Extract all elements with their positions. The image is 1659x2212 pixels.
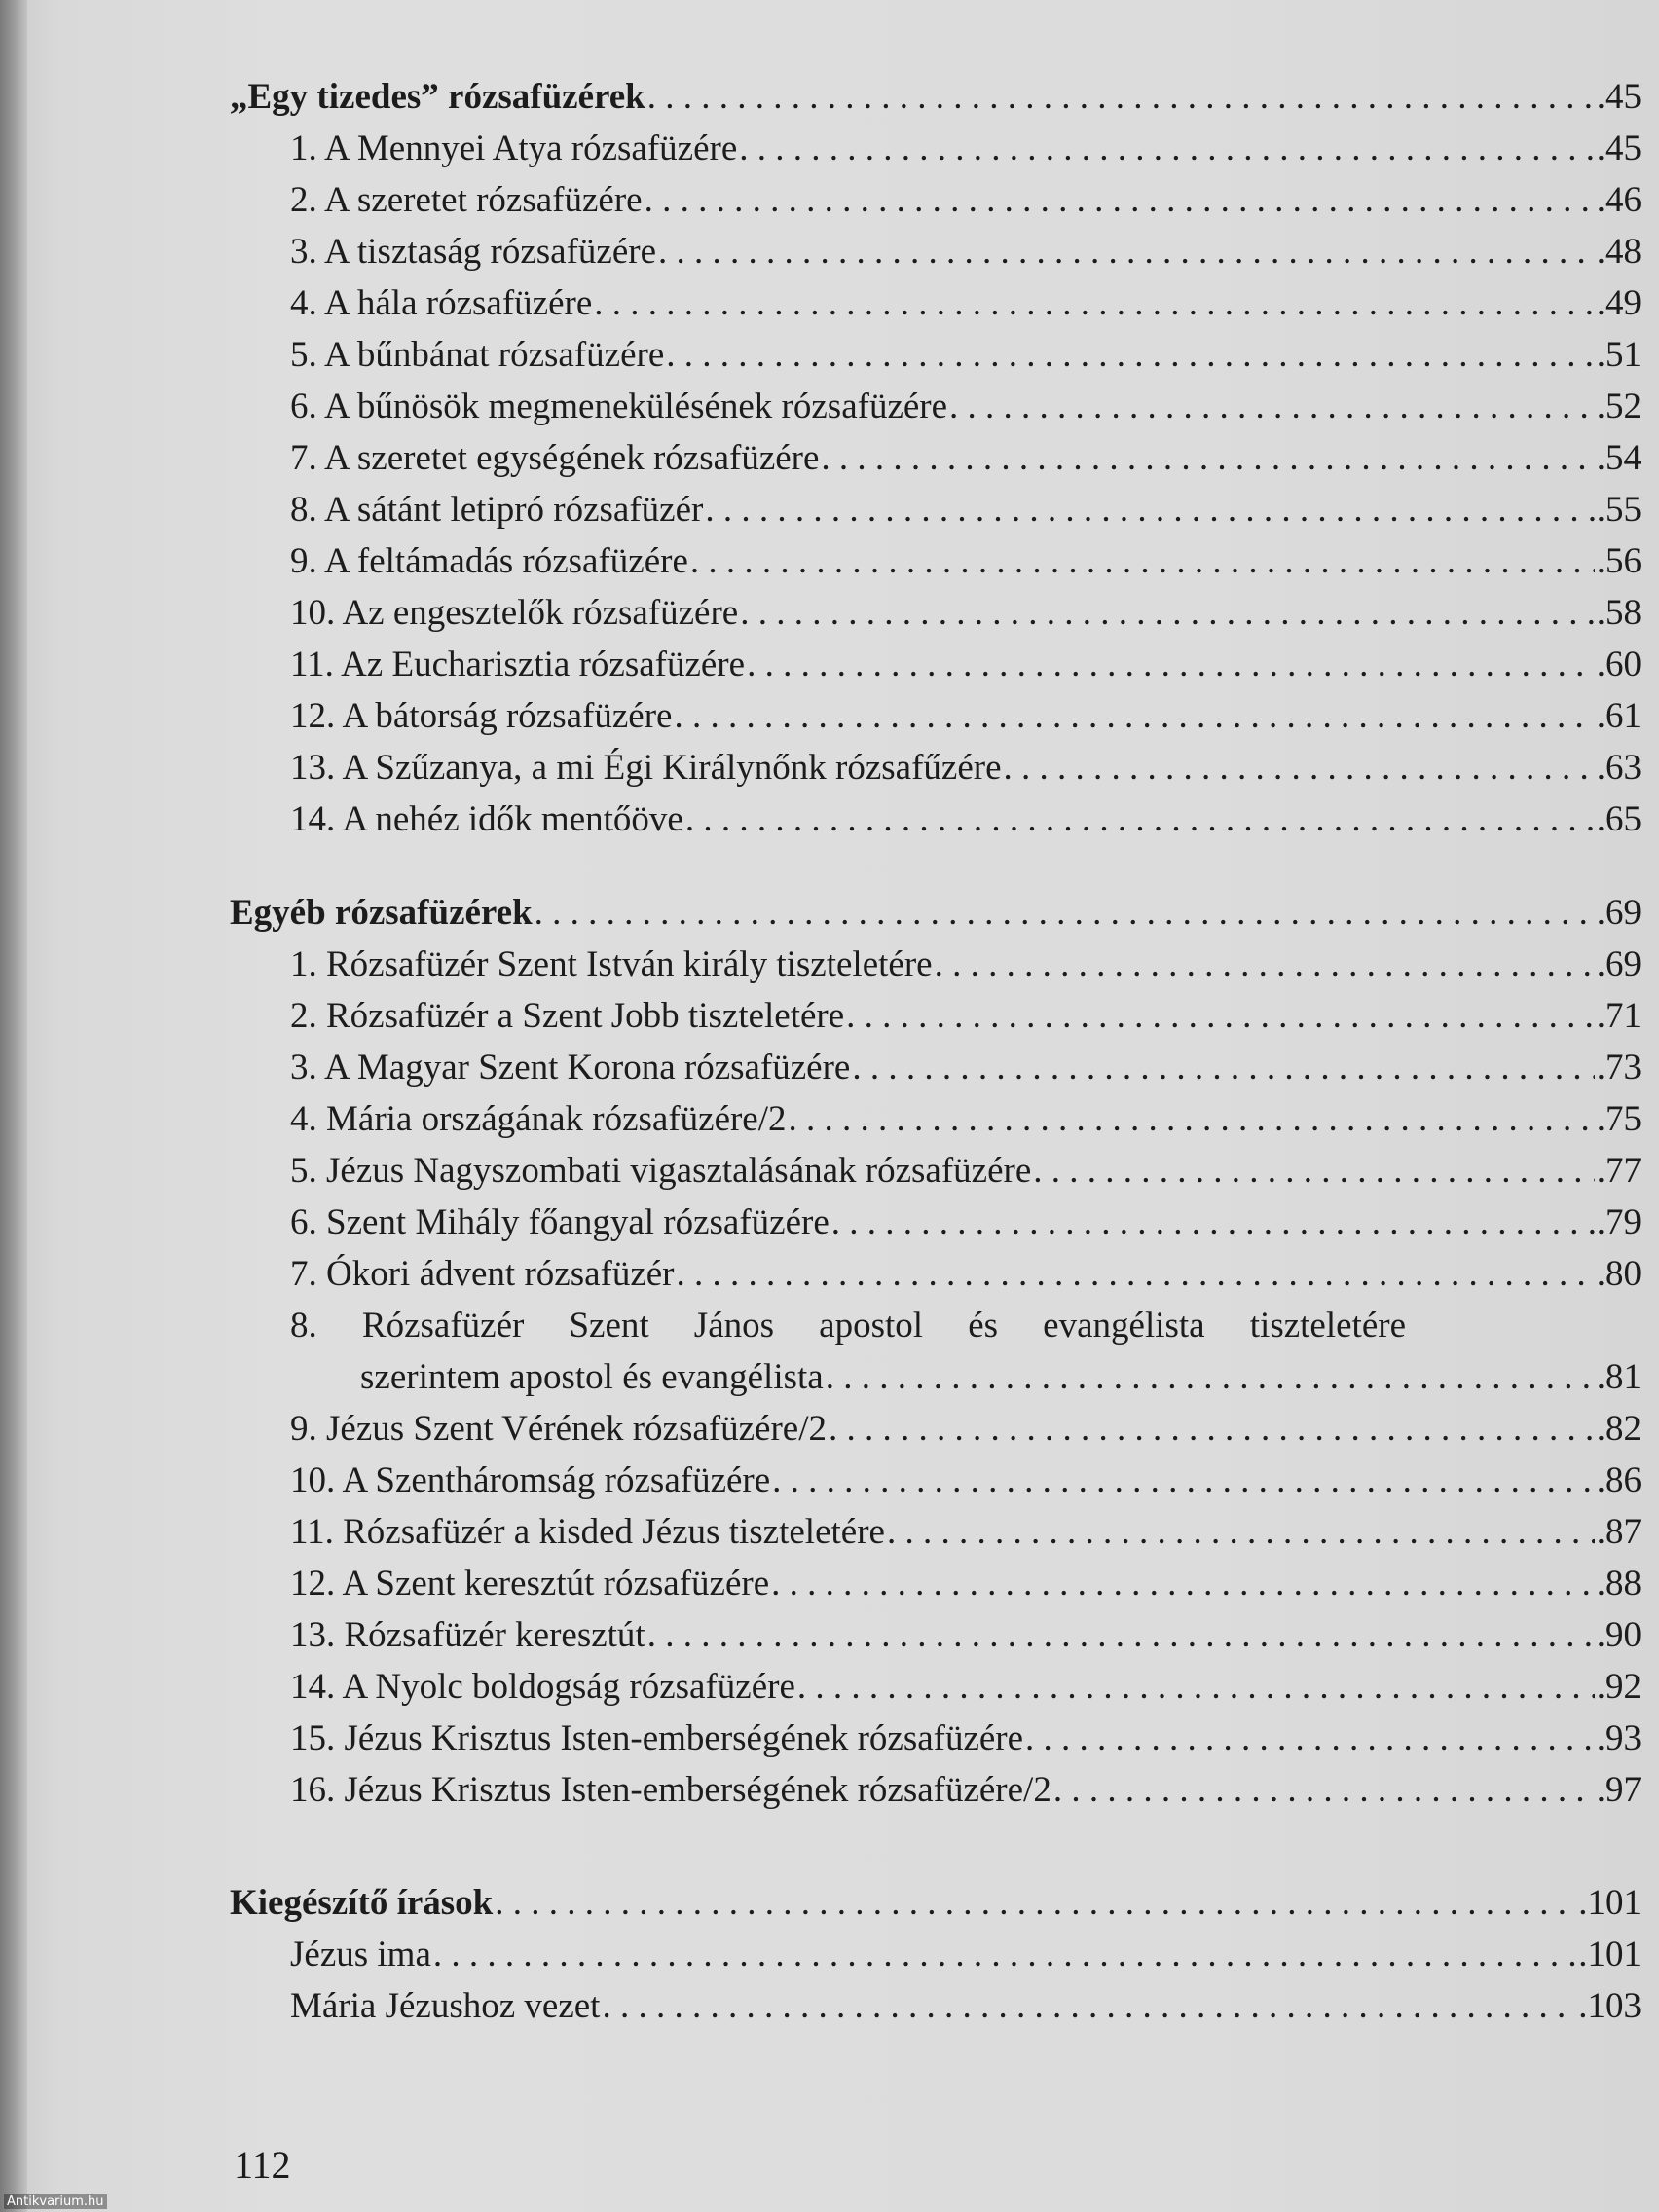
entry-title: 7. Ókori ádvent rózsafüzér — [290, 1254, 675, 1294]
dot-leader — [433, 1931, 1576, 1979]
toc-entry — [290, 1931, 1641, 1979]
entry-title: 9. A feltámadás rózsafüzére — [290, 541, 688, 581]
entry-page-number: .45 — [1596, 129, 1641, 168]
entry-page-number: .88 — [1596, 1564, 1641, 1604]
entry-title: 15. Jézus Krisztus Isten-emberségének rózsafüzére — [290, 1718, 1024, 1758]
entry-page-number: .55 — [1596, 490, 1641, 530]
entry-title: 6. A bűnösök megmenekülésének rózsafüzére — [290, 387, 948, 426]
entry-page-number: .60 — [1596, 645, 1641, 684]
entry-title: 10. A Szentháromság rózsafüzére — [290, 1460, 771, 1500]
dot-leader — [685, 795, 1595, 844]
toc-entry — [290, 940, 1641, 989]
entry-title-first-line: 8. Rózsafüzér Szent János apostol és evangélista tiszteletére — [290, 1306, 1406, 1346]
entry-title: 14. A Nyolc boldogság rózsafüzére — [290, 1667, 795, 1707]
toc-entry — [290, 1982, 1641, 2031]
entry-page-number: .73 — [1596, 1048, 1641, 1088]
entry-page-number: .103 — [1578, 1986, 1641, 2026]
toc-entry — [290, 744, 1641, 793]
dot-leader — [705, 486, 1594, 535]
toc-entry — [290, 1714, 1641, 1763]
entry-page-number: .54 — [1596, 438, 1641, 478]
toc-entry — [290, 692, 1641, 741]
entry-page-number: .46 — [1596, 180, 1641, 220]
entry-page-number: .61 — [1596, 696, 1641, 736]
entry-page-number: .58 — [1596, 593, 1641, 633]
section-page-number: .69 — [1596, 893, 1641, 933]
toc-entry — [290, 1044, 1641, 1092]
toc-entry — [290, 383, 1641, 431]
page-number: 112 — [234, 2143, 291, 2187]
entry-page-number: .79 — [1596, 1202, 1641, 1242]
toc-entry — [290, 434, 1641, 483]
entry-title: Mária Jézushoz vezet — [290, 1986, 601, 2026]
entry-title: 6. Szent Mihály főangyal rózsafüzére — [290, 1202, 830, 1242]
entry-title: 11. Az Eucharisztia rózsafüzére — [290, 645, 746, 684]
entry-title: 14. A nehéz idők mentőöve — [290, 799, 683, 839]
entry-page-number: .80 — [1596, 1254, 1641, 1294]
entry-page-number: .97 — [1596, 1770, 1641, 1810]
entry-title: 11. Rózsafüzér a kisded Jézus tiszteletére — [290, 1512, 885, 1552]
dot-leader — [535, 889, 1595, 938]
entry-title-continuation: szerintem apostol és evangélista — [360, 1357, 824, 1397]
entry-page-number: .48 — [1596, 232, 1641, 272]
dot-leader — [1033, 1147, 1594, 1196]
toc-entry — [290, 331, 1641, 380]
dot-leader — [771, 1560, 1595, 1608]
toc-entry — [290, 589, 1641, 638]
dot-leader — [789, 1095, 1595, 1144]
toc-section-heading — [230, 1879, 1641, 1928]
dot-leader — [829, 1405, 1595, 1454]
entry-page-number: .52 — [1596, 387, 1641, 426]
entry-page-number: .82 — [1596, 1409, 1641, 1449]
entry-title: 10. Az engesztelők rózsafüzére — [290, 593, 739, 633]
entry-page-number: .90 — [1596, 1615, 1641, 1655]
dot-leader — [949, 383, 1595, 431]
section-title: Egyéb rózsafüzérek — [230, 893, 533, 933]
entry-title: 1. Rózsafüzér Szent István király tiszteletére — [290, 944, 933, 984]
dot-leader — [666, 331, 1595, 380]
dot-leader — [740, 589, 1595, 638]
dot-leader — [674, 692, 1594, 741]
entry-title: 2. Rózsafüzér a Szent Jobb tiszteletére — [290, 996, 845, 1036]
entry-title: 13. A Szűzanya, a mi Égi Királynőnk rózsafűzére — [290, 748, 1002, 788]
dot-leader — [935, 940, 1595, 989]
watermark: Antikvarium.hu — [4, 2194, 107, 2209]
dot-leader — [690, 537, 1595, 586]
dot-leader — [826, 1353, 1595, 1402]
toc-entry — [290, 1405, 1641, 1454]
entry-title: 12. A Szent keresztút rózsafüzére — [290, 1564, 770, 1604]
toc-entry — [290, 537, 1641, 586]
entry-page-number: .101 — [1578, 1935, 1641, 1974]
dot-leader — [747, 641, 1595, 689]
entry-page-number: .75 — [1596, 1099, 1641, 1139]
entry-title: 3. A Magyar Szent Korona rózsafüzére — [290, 1048, 851, 1088]
toc-entry — [290, 228, 1641, 276]
dot-leader — [647, 73, 1595, 122]
toc-entry — [290, 1147, 1641, 1196]
entry-title: 5. Jézus Nagyszombati vigasztalásának rózsafüzére — [290, 1151, 1032, 1191]
dot-leader — [797, 1663, 1595, 1712]
dot-leader — [821, 434, 1594, 483]
entry-page-number: .87 — [1596, 1512, 1641, 1552]
toc-entry — [290, 1095, 1641, 1144]
toc-entry — [290, 125, 1641, 173]
entry-title: 1. A Mennyei Atya rózsafüzére — [290, 129, 738, 168]
entry-title: 5. A bűnbánat rózsafüzére — [290, 335, 665, 375]
toc-entry — [290, 279, 1641, 328]
dot-leader — [852, 1044, 1594, 1092]
dot-leader — [1053, 1766, 1595, 1815]
toc-entry — [290, 1766, 1641, 1815]
toc-entry — [290, 486, 1641, 535]
dot-leader — [1025, 1714, 1595, 1763]
toc-section-heading — [230, 73, 1641, 122]
entry-page-number: .86 — [1596, 1460, 1641, 1500]
section-page-number: .45 — [1596, 77, 1641, 117]
entry-title: 8. A sátánt letipró rózsafüzér — [290, 490, 704, 530]
toc-entry — [290, 992, 1641, 1041]
entry-page-number: .71 — [1596, 996, 1641, 1036]
dot-leader — [594, 279, 1595, 328]
toc-entry — [290, 641, 1641, 689]
dot-leader — [602, 1982, 1576, 2031]
entry-page-number: .63 — [1596, 748, 1641, 788]
entry-title: 4. A hála rózsafüzére — [290, 283, 593, 323]
dot-leader — [495, 1879, 1576, 1928]
dot-leader — [739, 125, 1594, 173]
dot-leader — [647, 1611, 1595, 1660]
entry-page-number: .49 — [1596, 283, 1641, 323]
section-title: „Egy tizedes” rózsafüzérek — [230, 77, 645, 117]
dot-leader — [658, 228, 1595, 276]
entry-page-number: .56 — [1596, 541, 1641, 581]
dot-leader — [645, 176, 1595, 225]
dot-leader — [887, 1508, 1595, 1557]
toc-entry — [290, 1560, 1641, 1608]
toc-entry — [290, 1250, 1641, 1299]
entry-title: 3. A tisztaság rózsafüzére — [290, 232, 657, 272]
entry-title: 9. Jézus Szent Vérének rózsafüzére/2 — [290, 1409, 827, 1449]
toc-section-heading — [230, 889, 1641, 938]
toc-entry — [290, 1508, 1641, 1557]
entry-page-number: .69 — [1596, 944, 1641, 984]
toc-entry — [290, 1353, 1641, 1402]
dot-leader — [772, 1456, 1595, 1505]
dot-leader — [1004, 744, 1595, 793]
section-page-number: .101 — [1578, 1883, 1641, 1923]
book-gutter — [0, 0, 27, 2212]
toc-entry — [290, 176, 1641, 225]
entry-title: 4. Mária országának rózsafüzére/2 — [290, 1099, 787, 1139]
entry-page-number: .51 — [1596, 335, 1641, 375]
dot-leader — [677, 1250, 1595, 1299]
toc-entry — [290, 795, 1641, 844]
entry-page-number: .92 — [1596, 1667, 1641, 1707]
dot-leader — [831, 1198, 1595, 1247]
entry-page-number: .93 — [1596, 1718, 1641, 1758]
dot-leader — [846, 992, 1595, 1041]
toc-entry — [290, 1456, 1641, 1505]
entry-title: 13. Rózsafüzér keresztút — [290, 1615, 645, 1655]
entry-title: 2. A szeretet rózsafüzére — [290, 180, 643, 220]
entry-page-number: .65 — [1596, 799, 1641, 839]
entry-page-number: .77 — [1596, 1151, 1641, 1191]
entry-title: 7. A szeretet egységének rózsafüzére — [290, 438, 820, 478]
toc-entry — [290, 1611, 1641, 1660]
entry-title: 12. A bátorság rózsafüzére — [290, 696, 673, 736]
entry-page-number: .81 — [1596, 1357, 1641, 1397]
toc-entry — [290, 1663, 1641, 1712]
toc-entry — [290, 1198, 1641, 1247]
entry-title: Jézus ima — [290, 1935, 431, 1974]
entry-title: 16. Jézus Krisztus Isten-emberségének rózsafüzére/2 — [290, 1770, 1051, 1810]
section-title: Kiegészítő írások — [230, 1883, 494, 1923]
